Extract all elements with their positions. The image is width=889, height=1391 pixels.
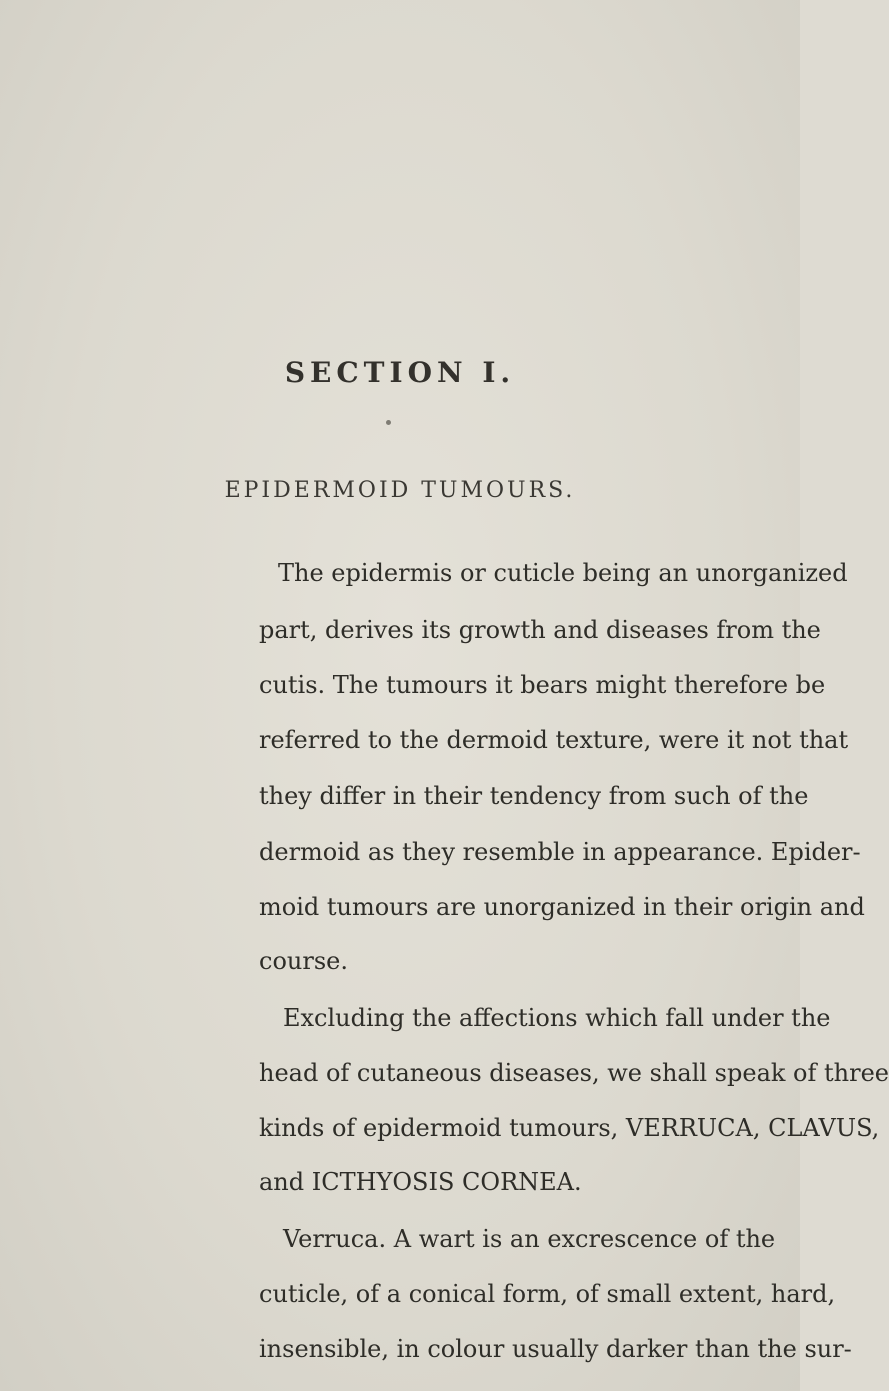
text-line: Verruca. A wart is an excrescence of the — [283, 1225, 776, 1253]
text-line: Excluding the affections which fall under the — [283, 1004, 831, 1032]
text-line: cutis. The tumours it bears might therefore be — [259, 671, 826, 699]
text-line: referred to the dermoid texture, were it not that — [259, 726, 849, 754]
text-line: part, derives its growth and diseases from the — [259, 616, 821, 644]
text-line: moid tumours are unorganized in their origin and — [259, 893, 865, 921]
ornament-dot — [386, 420, 391, 425]
text-line: The epidermis or cuticle being an unorganized — [278, 559, 848, 587]
text-line: insensible, in colour usually darker than the sur- — [259, 1335, 852, 1363]
text-line: head of cutaneous diseases, we shall speak of three — [259, 1059, 889, 1087]
section-subtitle: EPIDERMOID TUMOURS. — [224, 478, 576, 503]
text-line: kinds of epidermoid tumours, VERRUCA, CLAVUS, — [259, 1114, 880, 1142]
text-line: they differ in their tendency from such of the — [259, 782, 809, 810]
text-line: dermoid as they resemble in appearance. Epider- — [259, 838, 861, 866]
section-heading: SECTION I. — [284, 356, 516, 389]
text-line: and ICTHYOSIS CORNEA. — [259, 1168, 582, 1196]
text-line: course. — [259, 947, 348, 975]
text-line: cuticle, of a conical form, of small extent, hard, — [259, 1280, 836, 1308]
